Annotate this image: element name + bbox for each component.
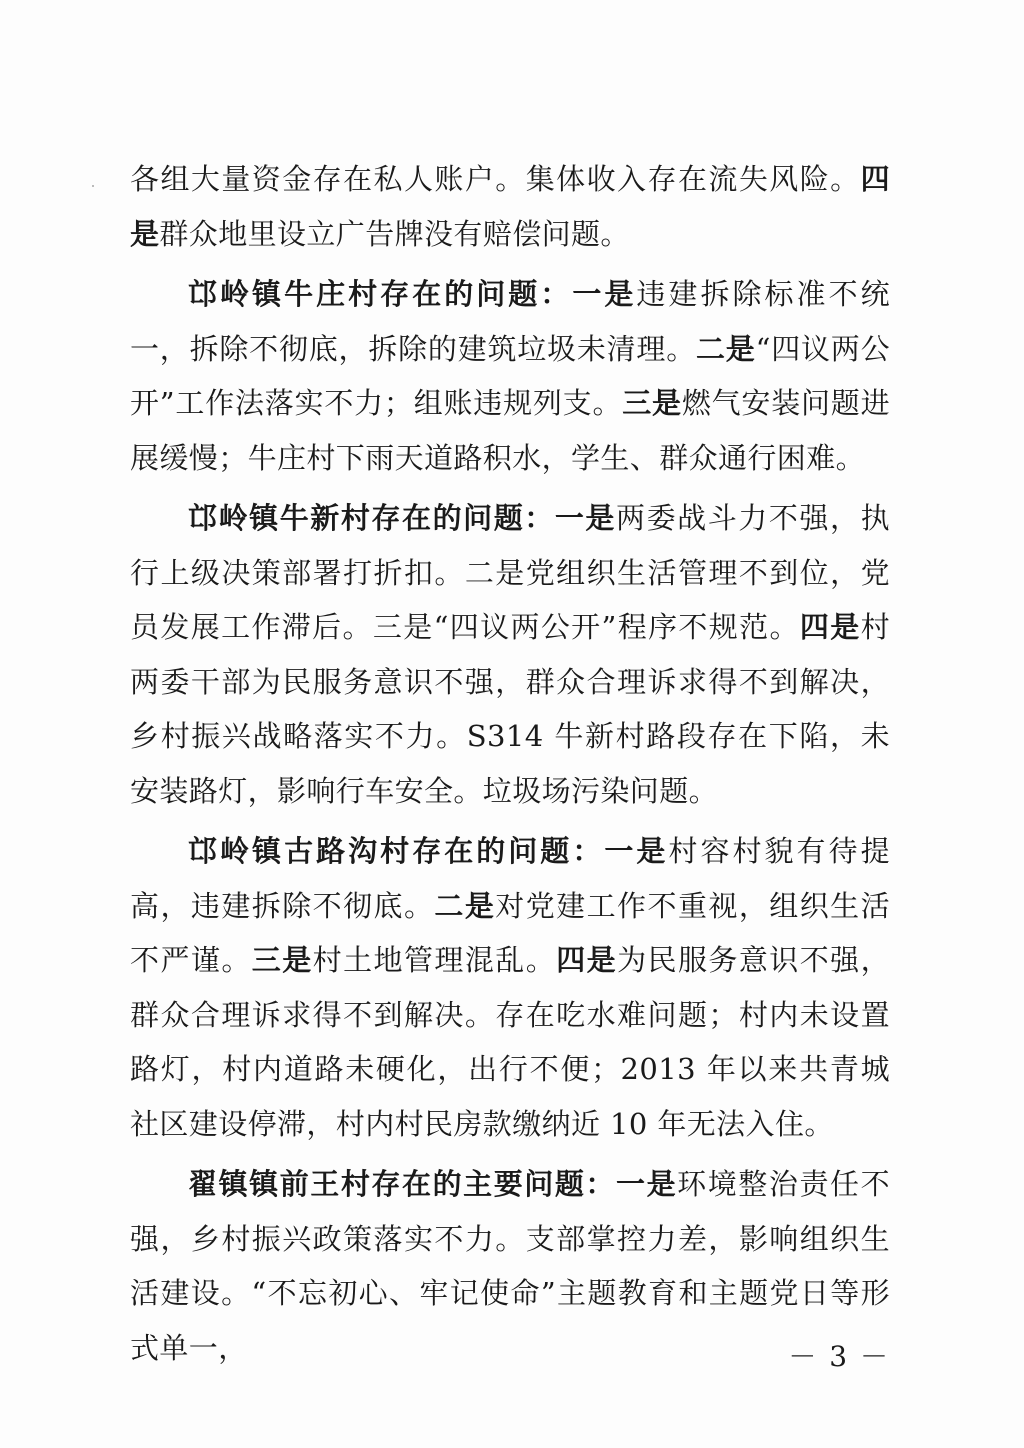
text-segment: 对党建工作不重视，组织生活不严谨。: [130, 888, 890, 977]
text-segment: 村容村貌有待提高，违建拆除不彻底。: [130, 834, 890, 923]
bold-segment: 二是: [434, 888, 496, 923]
bold-segment: 翟镇镇前王村存在的主要问题：一是: [188, 1167, 678, 1201]
bold-segment: 三是: [251, 943, 313, 977]
text-segment: 两委战斗力不强，执行上级决策部署打折扣。二是党组织生活管理不到位，党员发展工作滞后。三是“四议两公开”程序不规范。: [130, 501, 890, 644]
document-body: [130, 152, 890, 1381]
paragraph-1: [130, 152, 890, 261]
bold-segment: 四是: [799, 610, 861, 644]
paragraph-niuzhuang: [130, 267, 890, 485]
text-segment: 村两委干部为民服务意识不强，群众合理诉求得不到解决，乡村振兴战略落实不力。S314 牛新村路段存在下陷，未安装路灯，影响行车安全。垃圾场污染问题。: [130, 610, 890, 808]
text-segment: 违建拆除标准不统一，拆除不彻底，拆除的建筑垃圾未清理。: [130, 277, 891, 366]
bold-segment: 四是: [556, 943, 618, 977]
bold-segment: 四是: [130, 162, 890, 251]
scan-dot: [92, 185, 94, 187]
bold-segment: 邙岭镇古路沟村存在的问题：一是: [188, 834, 669, 868]
text-segment: “四议两公开”工作法落实不力；组账违规列支。: [130, 331, 890, 420]
text-segment: 村土地管理混乱。: [312, 943, 557, 977]
bold-segment: 三是: [622, 386, 682, 420]
bold-segment: 邙岭镇牛新村存在的问题：一是: [188, 501, 617, 535]
page-number: － 3 －: [788, 1340, 890, 1373]
paragraph-qianwang: [130, 1157, 890, 1375]
paragraph-gulugou: [130, 824, 890, 1151]
text-segment: 群众地里设立广告牌没有赔偿问题。: [159, 216, 630, 251]
bold-segment: 邙岭镇牛庄村存在的问题：一是: [188, 277, 637, 311]
text-segment: 各组大量资金存在私人账户。集体收入存在流失风险。: [130, 162, 861, 196]
text-segment: 环境整治责任不强，乡村振兴政策落实不力。支部掌控力差，影响组织生活建设。“不忘初心、牢记使命”主题教育和主题党日等形式单一，: [130, 1167, 890, 1365]
paragraph-niuxin: [130, 491, 890, 818]
text-segment: 燃气安装问题进展缓慢；牛庄村下雨天道路积水，学生、群众通行困难。: [130, 386, 890, 475]
text-segment: 为民服务意识不强，群众合理诉求得不到解决。存在吃水难问题；村内未设置路灯，村内道路未硬化，出行不便；2013 年以来共青城社区建设停滞，村内村民房款缴纳近 10 年无法入住。: [130, 943, 890, 1141]
bold-segment: 二是: [696, 331, 756, 366]
